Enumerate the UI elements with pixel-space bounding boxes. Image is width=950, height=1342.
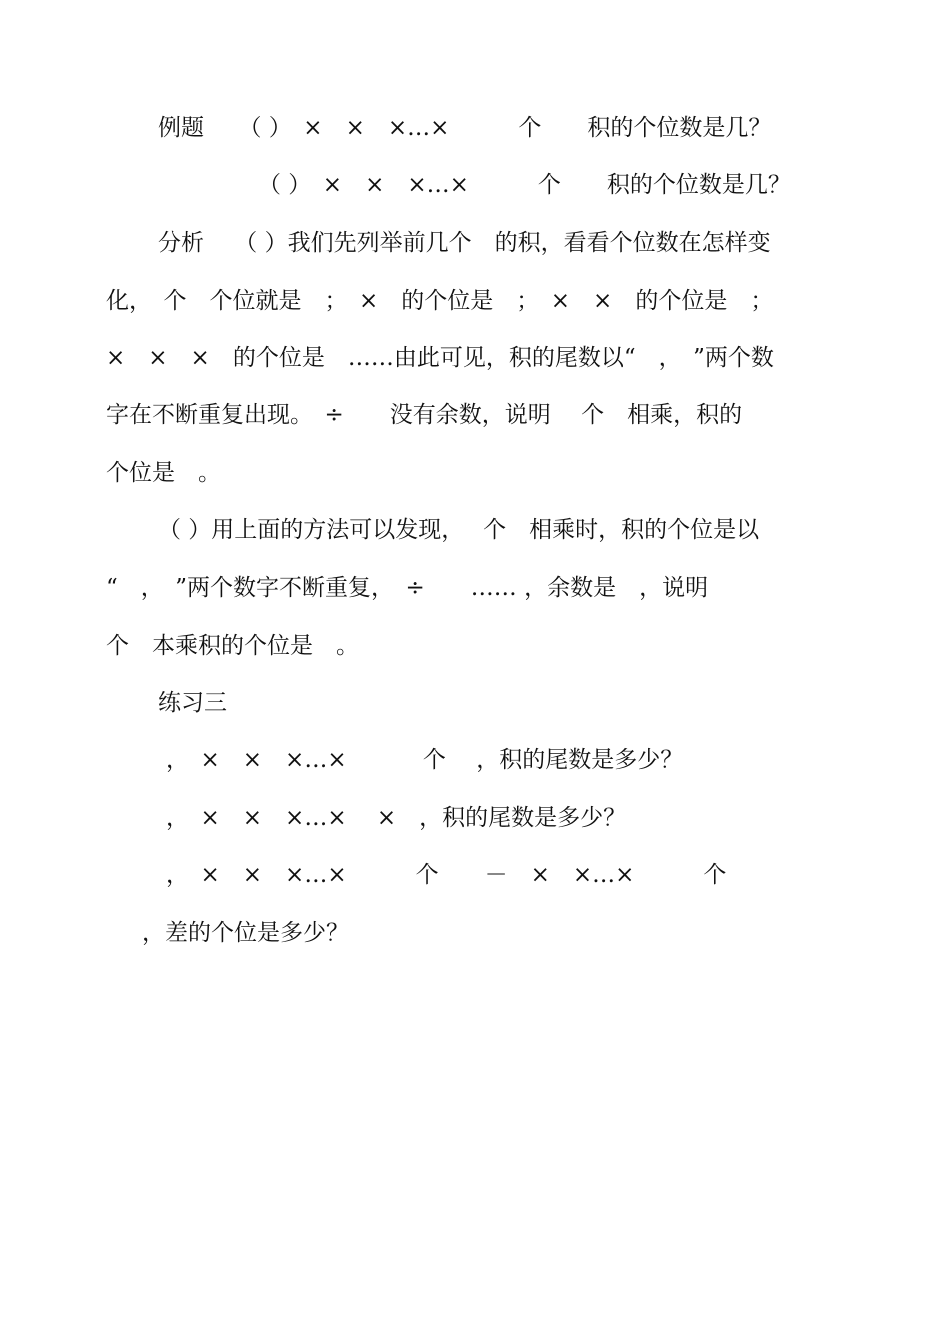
practice-item-3-line-2: ，差的个位是多少？ xyxy=(142,920,349,946)
practice-heading: 练习三 xyxy=(158,690,227,716)
example-question-2: （ ） × × ×…× 个 积的个位数是几？ xyxy=(258,172,791,198)
practice-item-2: ， × × ×…× × ，积的尾数是多少？ xyxy=(166,805,627,831)
analysis-line-3: × × × 的个位是 ……由此可见，积的尾数以“ ， ”两个数 xyxy=(106,345,774,371)
analysis-line-5: 个位是 。 xyxy=(106,460,221,486)
analysis-line-6: （ ）用上面的方法可以发现， 个 相乘时，积的个位是以 xyxy=(158,517,760,543)
example-question-1: 例题 （ ） × × ×…× 个 积的个位数是几？ xyxy=(158,115,772,141)
practice-item-1: ， × × ×…× 个 ，积的尾数是多少？ xyxy=(166,747,684,773)
analysis-line-7: “ ， ”两个数字不断重复， ÷ …… ，余数是 ，说明 xyxy=(106,575,709,601)
analysis-line-4: 字在不断重复出现。 ÷ 没有余数，说明 个 相乘，积的 xyxy=(106,402,743,428)
analysis-line-1: 分析 （ ）我们先列举前几个 的积，看看个位数在怎样变 xyxy=(158,230,771,256)
analysis-line-2: 化， 个 个位就是 ； × 的个位是 ； × × 的个位是 ； xyxy=(106,288,774,314)
analysis-line-8: 个 本乘积的个位是 。 xyxy=(106,633,359,659)
practice-item-3-line-1: ， × × ×…× 个 － × ×…× 个 xyxy=(166,862,727,888)
